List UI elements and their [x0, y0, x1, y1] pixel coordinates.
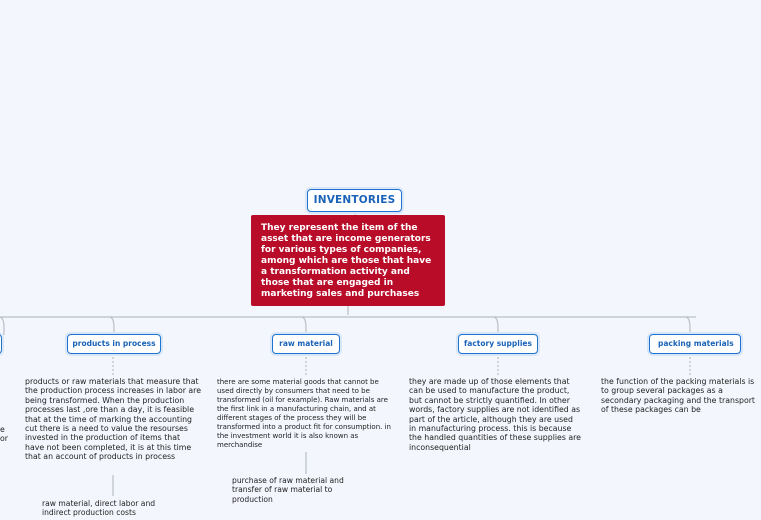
root-topic[interactable]: INVENTORIES — [307, 189, 402, 212]
connector-branch-left-edge — [0, 317, 4, 335]
connector-branch-raw — [302, 317, 306, 334]
factory-supplies-description: they are made up of those elements that can be used to manufacture the product, but cannot be strictly quantified. In other words, factory supplies are not identified as part of the article, although they are used in manufacturing process. this is because the handled quantities of these supplies are inconsequential — [409, 377, 581, 452]
definition-node[interactable]: They represent the item of the asset that are income generators for various types of companies, among which are those that have a transformation activity and those that are engaged in marketing sales and purchases — [251, 215, 445, 306]
packing-materials-description: the function of the packing materials is to group several packages as a secondary packaging and the transport of these packages can be — [601, 377, 755, 415]
branch-node-packing-materials[interactable]: packing materials — [649, 334, 741, 354]
connector-branch-products — [110, 317, 114, 334]
products-in-process-description: products or raw materials that measure that the production process increases in labor are being transformed. When the production processes last ,ore than a day, it is feasible that at the time of marking the accounting cut there is a need to value the resourses invested in the production of items that have not been completed, it is at this time that an account of products in process — [25, 377, 202, 462]
products-in-process-subtopic[interactable]: raw material, direct labor and indirect production costs — [42, 499, 156, 518]
branch-node-factory-supplies[interactable]: factory supplies — [458, 334, 538, 354]
branch-node-raw-material[interactable]: raw material — [272, 334, 340, 354]
branch-node-products-in-process[interactable]: products in process — [67, 334, 161, 354]
left-partial-line-2: or — [0, 434, 8, 444]
packing-description-clip — [601, 377, 755, 437]
raw-material-description: there are some material goods that cannot be used directly by consumers that need to be transformed (oil for example). Raw materials are the first link in a manufacturing chain, and at different stages of the process they will be transformed into a product fit for consumption. in the investment world it is also known as merchandise — [217, 378, 391, 449]
connector-branch-factory — [494, 317, 498, 334]
packing-node-clip — [648, 332, 734, 358]
raw-material-subtopic[interactable]: purchase of raw material and transfer of raw material to production — [232, 476, 344, 504]
left-partial-line-1: e — [0, 425, 5, 434]
branch-node-left-partial[interactable] — [0, 334, 2, 354]
left-partial-text — [0, 425, 12, 444]
